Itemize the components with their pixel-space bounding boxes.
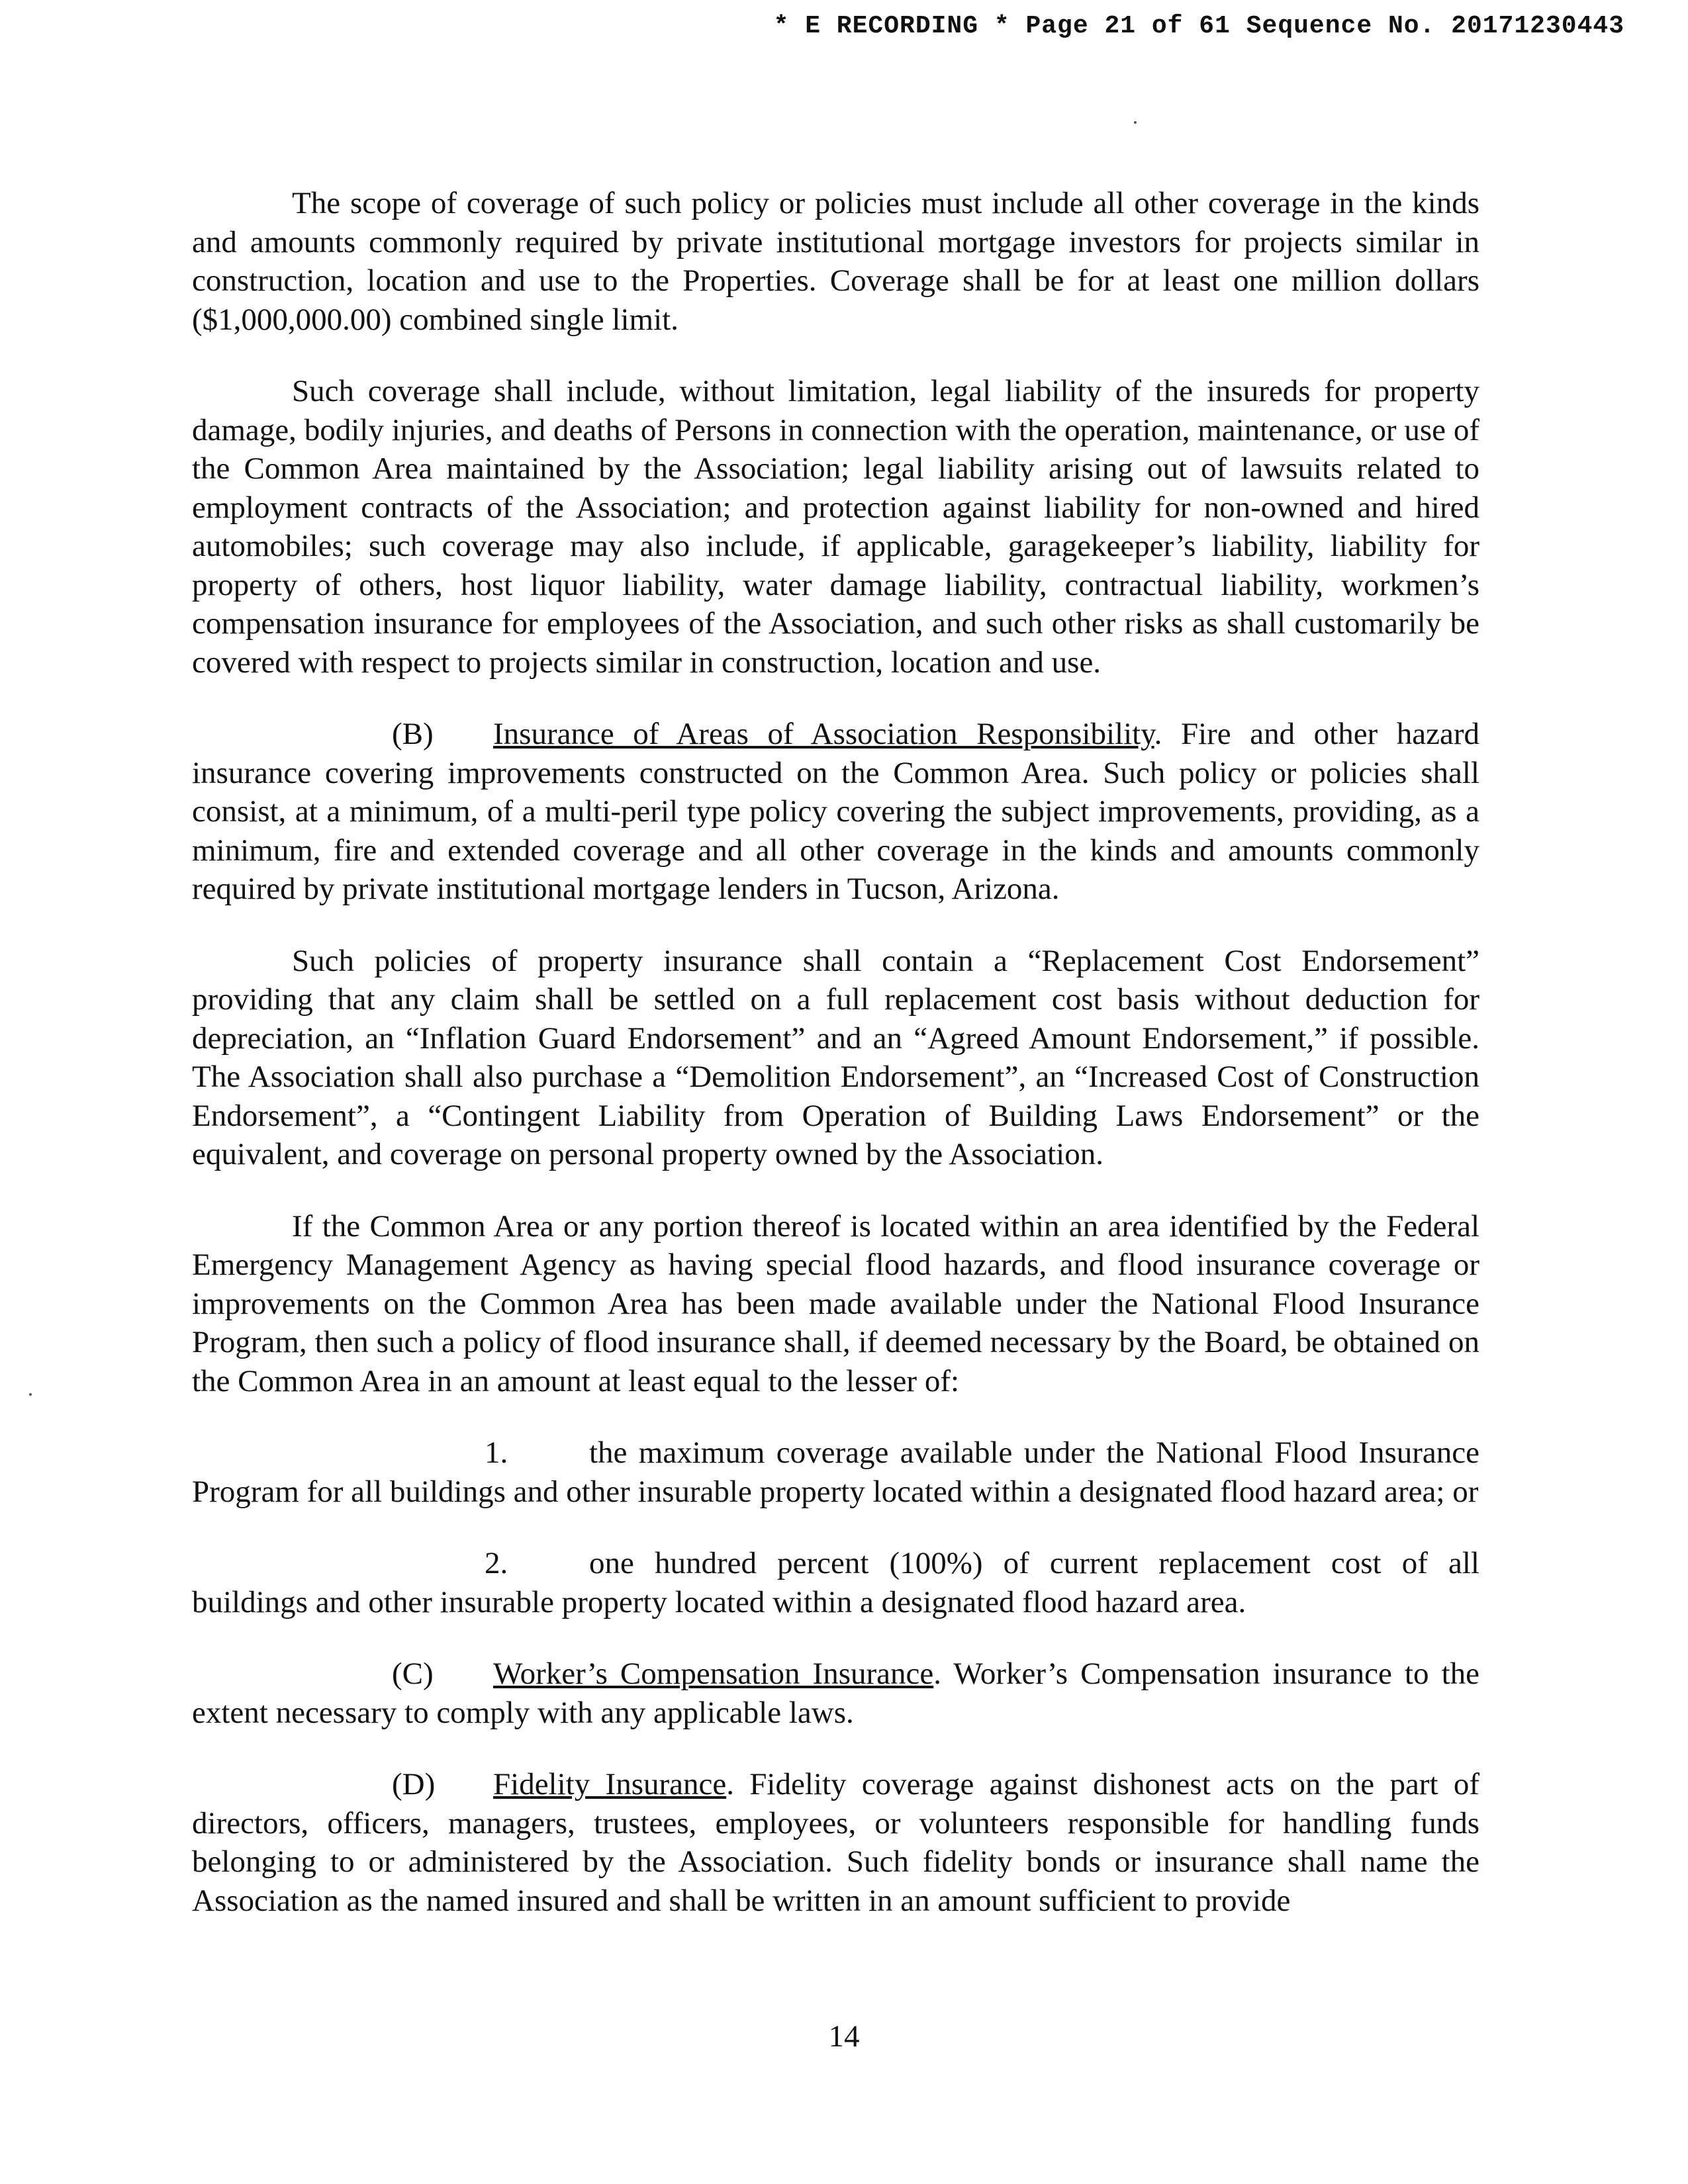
recording-header: * E RECORDING * Page 21 of 61 Sequence No. 20171230443 [773, 12, 1624, 40]
scan-speck [29, 1393, 32, 1396]
section-c-label: (C) [392, 1657, 434, 1691]
list-item-2-label: 2. [485, 1546, 508, 1580]
section-b-label: (B) [392, 717, 434, 751]
section-d-label: (D) [392, 1767, 436, 1801]
section-b [192, 715, 1479, 909]
paragraph-coverage-liability: Such coverage shall include, without limitation, legal liability of the insureds for property damage, bodily injuries, and deaths of Persons in connection with the operation, maintenance, or use of the Common Area maintained by the Association; legal liability arising out of lawsuits related to employment contracts of the Association; and protection against liability for non-owned and hired automobiles; such coverage may also include, if applicable, garagekeeper’s liability, liability for property of others, host liquor liability, water damage liability, contractual liability, workmen’s compensation insurance for employees of the Association, and such other risks as shall customarily be covered with respect to projects similar in construction, location and use. [192, 374, 1479, 680]
paragraph-flood-insurance: If the Common Area or any portion thereof is located within an area identified by the Federal Emergency Management Agency as having special flood hazards, and flood insurance coverage or improvements on the Common Area has been made available under the National Flood Insurance Program, then such a policy of flood insurance shall, if deemed necessary by the Board, be obtained on the Common Area in an amount at least equal to the lesser of: [192, 1208, 1479, 1398]
paragraph-property-endorsements: Such policies of property insurance shall contain a “Replacement Cost Endorsement” providing that any claim shall be settled on a full replacement cost basis without deduction for depreciation, an “Inflation Guard Endorsement” and an “Agreed Amount Endorsement,” if possible. The Association shall also purchase a “Demolition Endorsement”, an “Increased Cost of Construction Endorsement”, a “Contingent Liability from Operation of Building Laws Endorsement” or the equivalent, and coverage on personal property owned by the Association. [192, 943, 1479, 1171]
scan-speck [1134, 121, 1137, 124]
list-item-1-label: 1. [485, 1435, 508, 1470]
section-b-text: . Fire and other hazard insurance covering improvements constructed on the Common Area. Such policy or policies shall consist, at a minimum, of a multi-peril type policy covering the subject improvements, providing, as a minimum, fire and extended coverage and all other coverage in the kinds and amounts commonly required by private institutional mortgage lenders in Tucson, Arizona. [192, 717, 1479, 906]
section-c [192, 1655, 1479, 1732]
page-number: 14 [828, 2019, 860, 2054]
document-body [192, 184, 1479, 1953]
section-c-text: . Worker’s Compensation insurance to the extent necessary to comply with any applicable laws. [192, 1657, 1479, 1730]
paragraph-coverage-scope: The scope of coverage of such policy or policies must include all other coverage in the kinds and amounts commonly required by private institutional mortgage investors for projects similar in construction, location and use to the Properties. Coverage shall be for at least one million dollars ($1,000,000.00) combined single limit. [192, 186, 1479, 337]
list-item-1 [192, 1433, 1479, 1511]
list-item-2-text: one hundred percent (100%) of current replacement cost of all buildings and other insurable property located within a designated flood hazard area. [192, 1546, 1479, 1619]
list-item-2 [192, 1544, 1479, 1621]
section-d-text: . Fidelity coverage against dishonest acts on the part of directors, officers, managers, trustees, employees, or volunteers responsible for handling funds belonging to or administered by the Association. Such fidelity bonds or insurance shall name the Association as the named insured and shall be written in an amount sufficient to provide [192, 1767, 1479, 1918]
section-b-heading: Insurance of Areas of Association Responsibility [493, 717, 1154, 751]
section-d-heading: Fidelity Insurance [493, 1767, 727, 1801]
section-c-heading: Worker’s Compensation Insurance [493, 1657, 934, 1691]
list-item-1-text: the maximum coverage available under the National Flood Insurance Program for all buildings and other insurable property located within a designated flood hazard area; or [192, 1435, 1479, 1509]
section-d [192, 1765, 1479, 1920]
